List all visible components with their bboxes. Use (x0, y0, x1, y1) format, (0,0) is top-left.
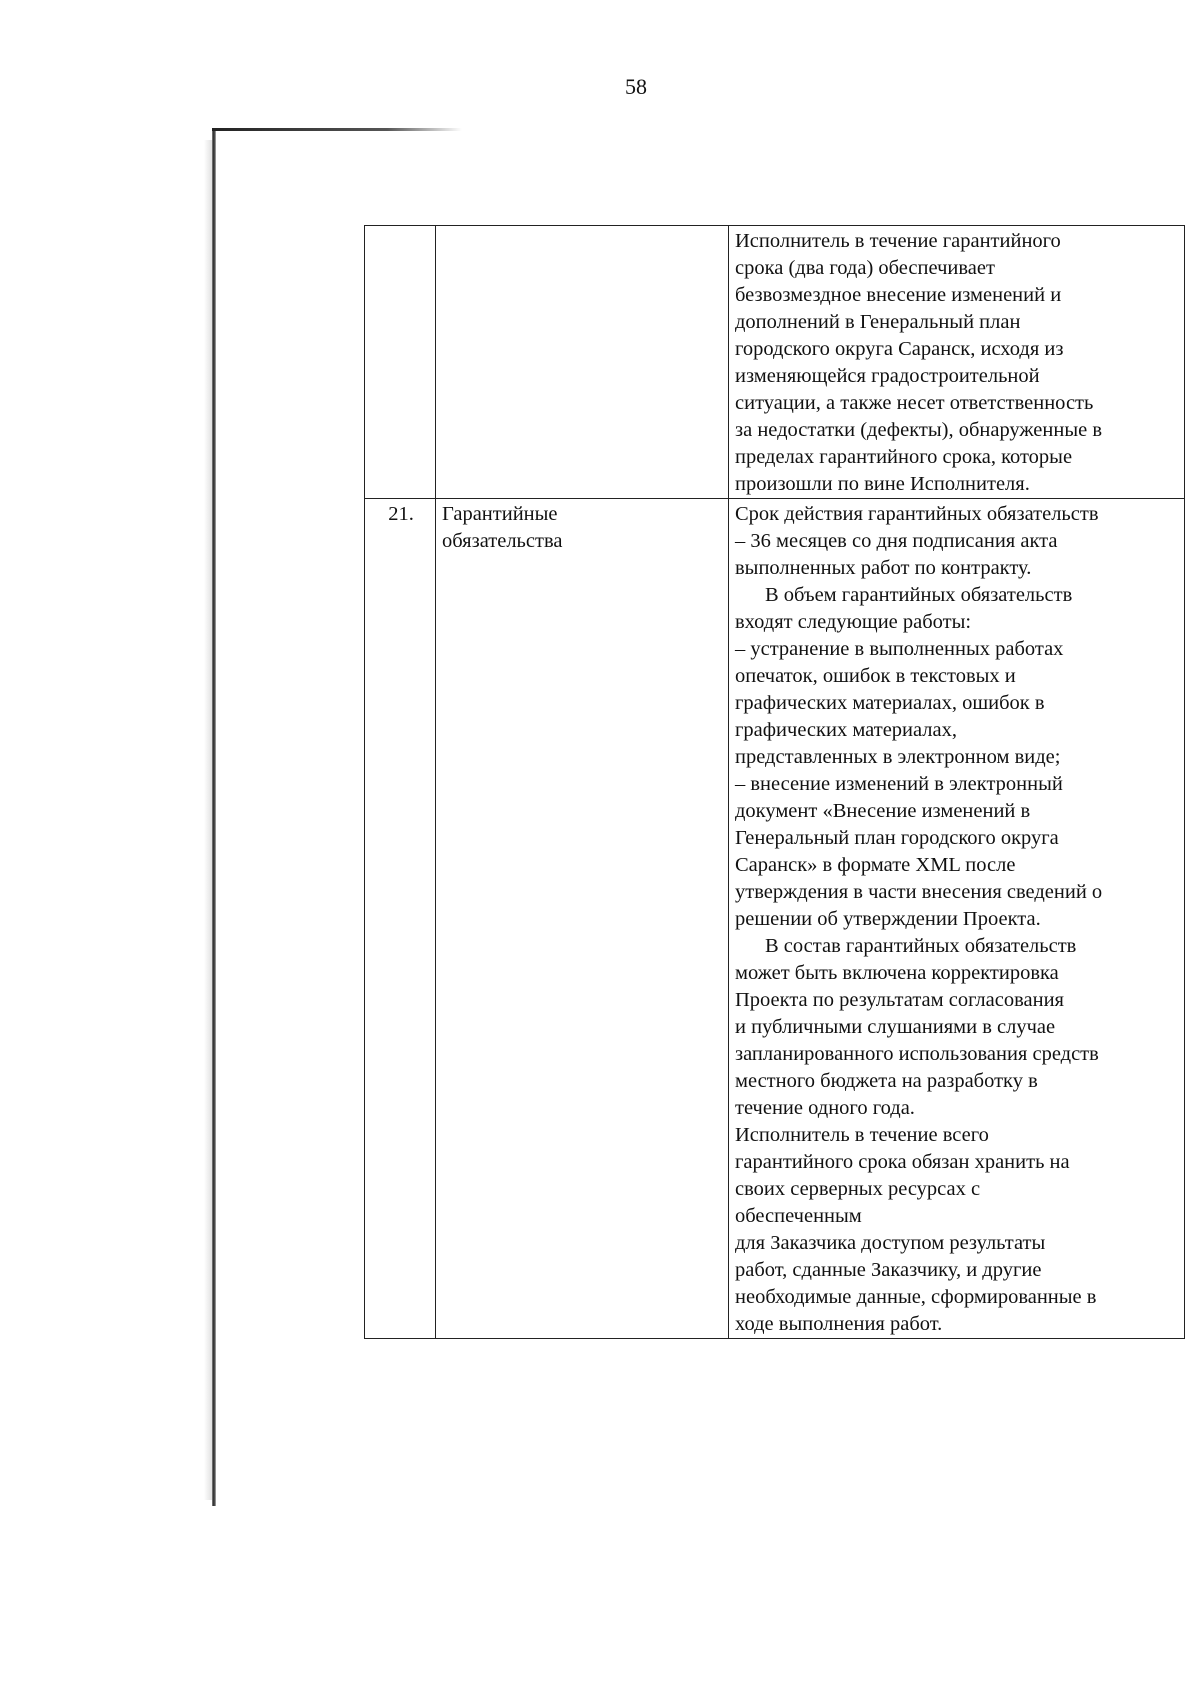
scan-top-edge (212, 128, 462, 131)
row-number-cell (365, 226, 436, 499)
table-row (365, 499, 1185, 1339)
description-line: Саранск» в формате XML после (735, 854, 1016, 876)
description-line: безвозмездное внесение изменений и (735, 284, 1062, 306)
description-line: графических материалах, ошибок в (735, 692, 1045, 714)
description-line: срока (два года) обеспечивает (735, 257, 995, 279)
description-line: Проекта по результатам согласования (735, 989, 1064, 1011)
description-line: обеспеченным (735, 1205, 862, 1227)
description-line: пределах гарантийного срока, которые (735, 446, 1073, 468)
description-line: необходимые данные, сформированные в (735, 1286, 1097, 1308)
description-line: может быть включена корректировка (735, 962, 1059, 984)
description-line: утверждения в части внесения сведений о (735, 881, 1103, 903)
item-name-line: Гарантийные (442, 503, 558, 525)
description-line: – 36 месяцев со дня подписания акта (735, 530, 1058, 552)
description-line: Срок действия гарантийных обязательств (735, 503, 1099, 525)
description-line: ситуации, а также несет ответственность (735, 392, 1094, 414)
description-line: своих серверных ресурсах с (735, 1178, 981, 1200)
row-number-cell (365, 499, 436, 1339)
description-line: и публичными слушаниями в случае (735, 1016, 1056, 1038)
description-line: входят следующие работы: (735, 611, 972, 633)
description-line: решении об утверждении Проекта. (735, 908, 1041, 930)
description-line: графических материалах, (735, 719, 957, 741)
description-line: – внесение изменений в электронный (735, 773, 1063, 795)
description-line: для Заказчика доступом результаты (735, 1232, 1046, 1254)
item-name-line: обязательства (442, 530, 563, 552)
description-line: за недостатки (дефекты), обнаруженные в (735, 419, 1103, 441)
description-line: представленных в электронном виде; (735, 746, 1061, 768)
item-name-cell (436, 226, 729, 499)
description-line: документ «Внесение изменений в (735, 800, 1031, 822)
scan-left-edge (212, 128, 216, 1506)
description-line: изменяющейся градостроительной (735, 365, 1040, 387)
description-line: течение одного года. (735, 1097, 915, 1119)
row-number: 21. (388, 503, 414, 525)
scan-left-shadow (204, 140, 212, 1500)
description-line: – устранение в выполненных работах (735, 638, 1064, 660)
description-line: В объем гарантийных обязательств (765, 584, 1073, 606)
description-line: опечаток, ошибок в текстовых и (735, 665, 1016, 687)
description-line: выполненных работ по контракту. (735, 557, 1032, 579)
description-line: В состав гарантийных обязательств (765, 935, 1077, 957)
description-line: городского округа Саранск, исходя из (735, 338, 1064, 360)
description-line: дополнений в Генеральный план (735, 311, 1021, 333)
description-line: произошли по вине Исполнителя. (735, 473, 1030, 495)
table-body (365, 226, 1185, 1339)
table-row (365, 226, 1185, 499)
description-line: Генеральный план городского округа (735, 827, 1059, 849)
description-line: местного бюджета на разработку в (735, 1070, 1038, 1092)
description-line: ходе выполнения работ. (735, 1313, 943, 1335)
item-name-cell (436, 499, 729, 1339)
description-line: запланированного использования средств (735, 1043, 1099, 1065)
item-description-cell (729, 499, 1185, 1339)
page-number: 58 (625, 74, 647, 99)
item-description-cell (729, 226, 1185, 499)
description-line: работ, сданные Заказчику, и другие (735, 1259, 1042, 1281)
description-line: гарантийного срока обязан хранить на (735, 1151, 1070, 1173)
requirements-table (364, 225, 1185, 1339)
description-line: Исполнитель в течение всего (735, 1124, 989, 1146)
description-line: Исполнитель в течение гарантийного (735, 230, 1061, 252)
